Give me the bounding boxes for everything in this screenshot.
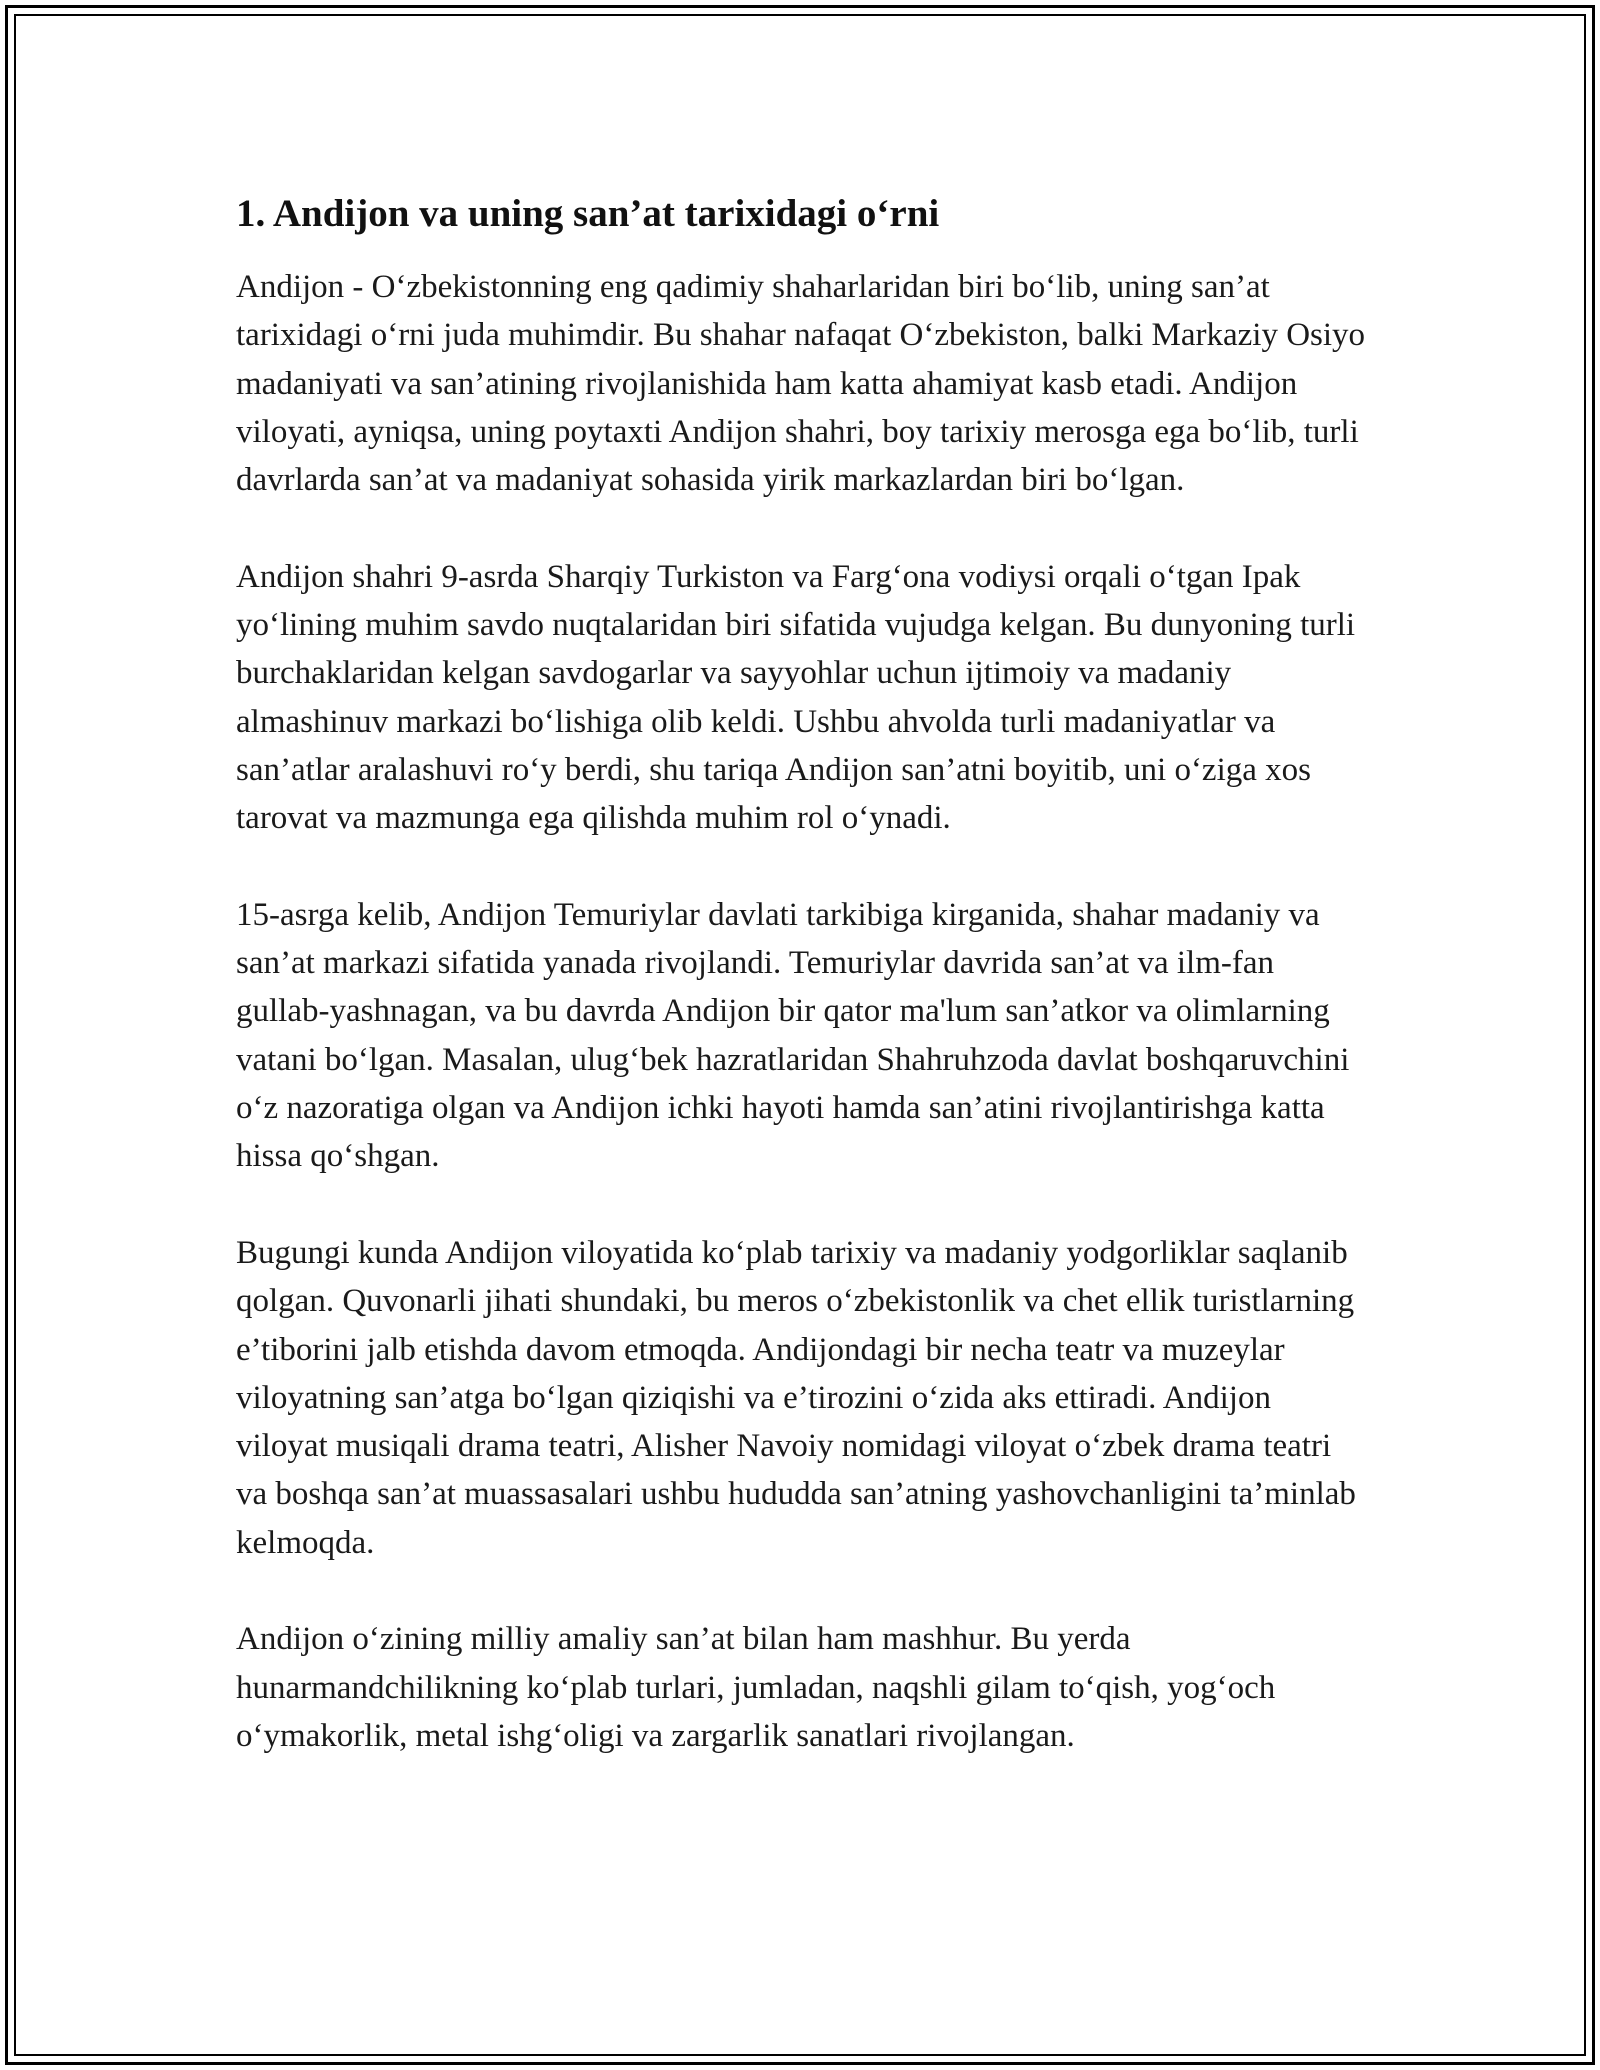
page-title: 1. Andijon va uning san’at tarixidagi o‘rni xyxy=(236,192,940,235)
paragraph-3: 15-asrga kelib, Andijon Temuriylar davlati tarkibiga kirganida, shahar madaniy va san’at markazi sifatida yanada rivojlandi. Temuriylar davrida san’at va ilm-fan gullab-yashnagan, va bu davrda Andijon bir qator ma'lum san’atkor va olimlarning vatani bo‘lgan. Masalan, ulug‘bek hazratlaridan Shahruhzoda davlat boshqaruvchini o‘z nazoratiga olgan va Andijon ichki hayoti hamda san’atini rivojlantirishga katta hissa qo‘shgan. xyxy=(236,896,1350,1175)
paragraph-2: Andijon shahri 9-asrda Sharqiy Turkiston va Farg‘ona vodiysi orqali o‘tgan Ipak yo‘lining muhim savdo nuqtalaridan biri sifatida vujudga kelgan. Bu dunyoning turli burchaklaridan kelgan savdogarlar va sayyohlar uchun ijtimoiy va madaniy almashinuv markazi bo‘lishiga olib keldi. Ushbu ahvolda turli madaniyatlar va san’atlar aralashuvi ro‘y berdi, shu tariqa Andijon san’atni boyitib, uni o‘ziga xos tarovat va mazmunga ega qilishda muhim rol o‘ynadi. xyxy=(236,558,1356,837)
paragraph-5: Andijon o‘zining milliy amaliy san’at bilan ham mashhur. Bu yerda hunarmandchilikning ko‘plab turlari, jumladan, naqshli gilam to‘qish, yog‘och o‘ymakorlik, metal ishg‘oligi va zargarlik sanatlari rivojlangan. xyxy=(236,1621,1276,1754)
document-body xyxy=(236,188,1366,1760)
paragraph-4: Bugungi kunda Andijon viloyatida ko‘plab tarixiy va madaniy yodgorliklar saqlanib qolgan. Quvonarli jihati shundaki, bu meros o‘zbekistonlik va chet ellik turistlarning e’tiborini jalb etishda davom etmoqda. Andijondagi bir necha teatr va muzeylar viloyatning san’atga bo‘lgan qiziqishi va e’tirozini o‘zida aks ettiradi. Andijon viloyat musiqali drama teatri, Alisher Navoiy nomidagi viloyat o‘zbek drama teatri va boshqa san’at muassasalari ushbu hududda san’atning yashovchanligini ta’minlab kelmoqda. xyxy=(236,1234,1356,1561)
paragraph-1: Andijon - O‘zbekistonning eng qadimiy shaharlaridan biri bo‘lib, uning san’at tarixidagi o‘rni juda muhimdir. Bu shahar nafaqat O‘zbekiston, balki Markaziy Osiyo madaniyati va san’atining rivojlanishida ham katta ahamiyat kasb etadi. Andijon viloyati, ayniqsa, uning poytaxti Andijon shahri, boy tarixiy merosga ega bo‘lib, turli davrlarda san’at va madaniyat sohasida yirik markazlardan biri bo‘lgan. xyxy=(236,269,1366,499)
